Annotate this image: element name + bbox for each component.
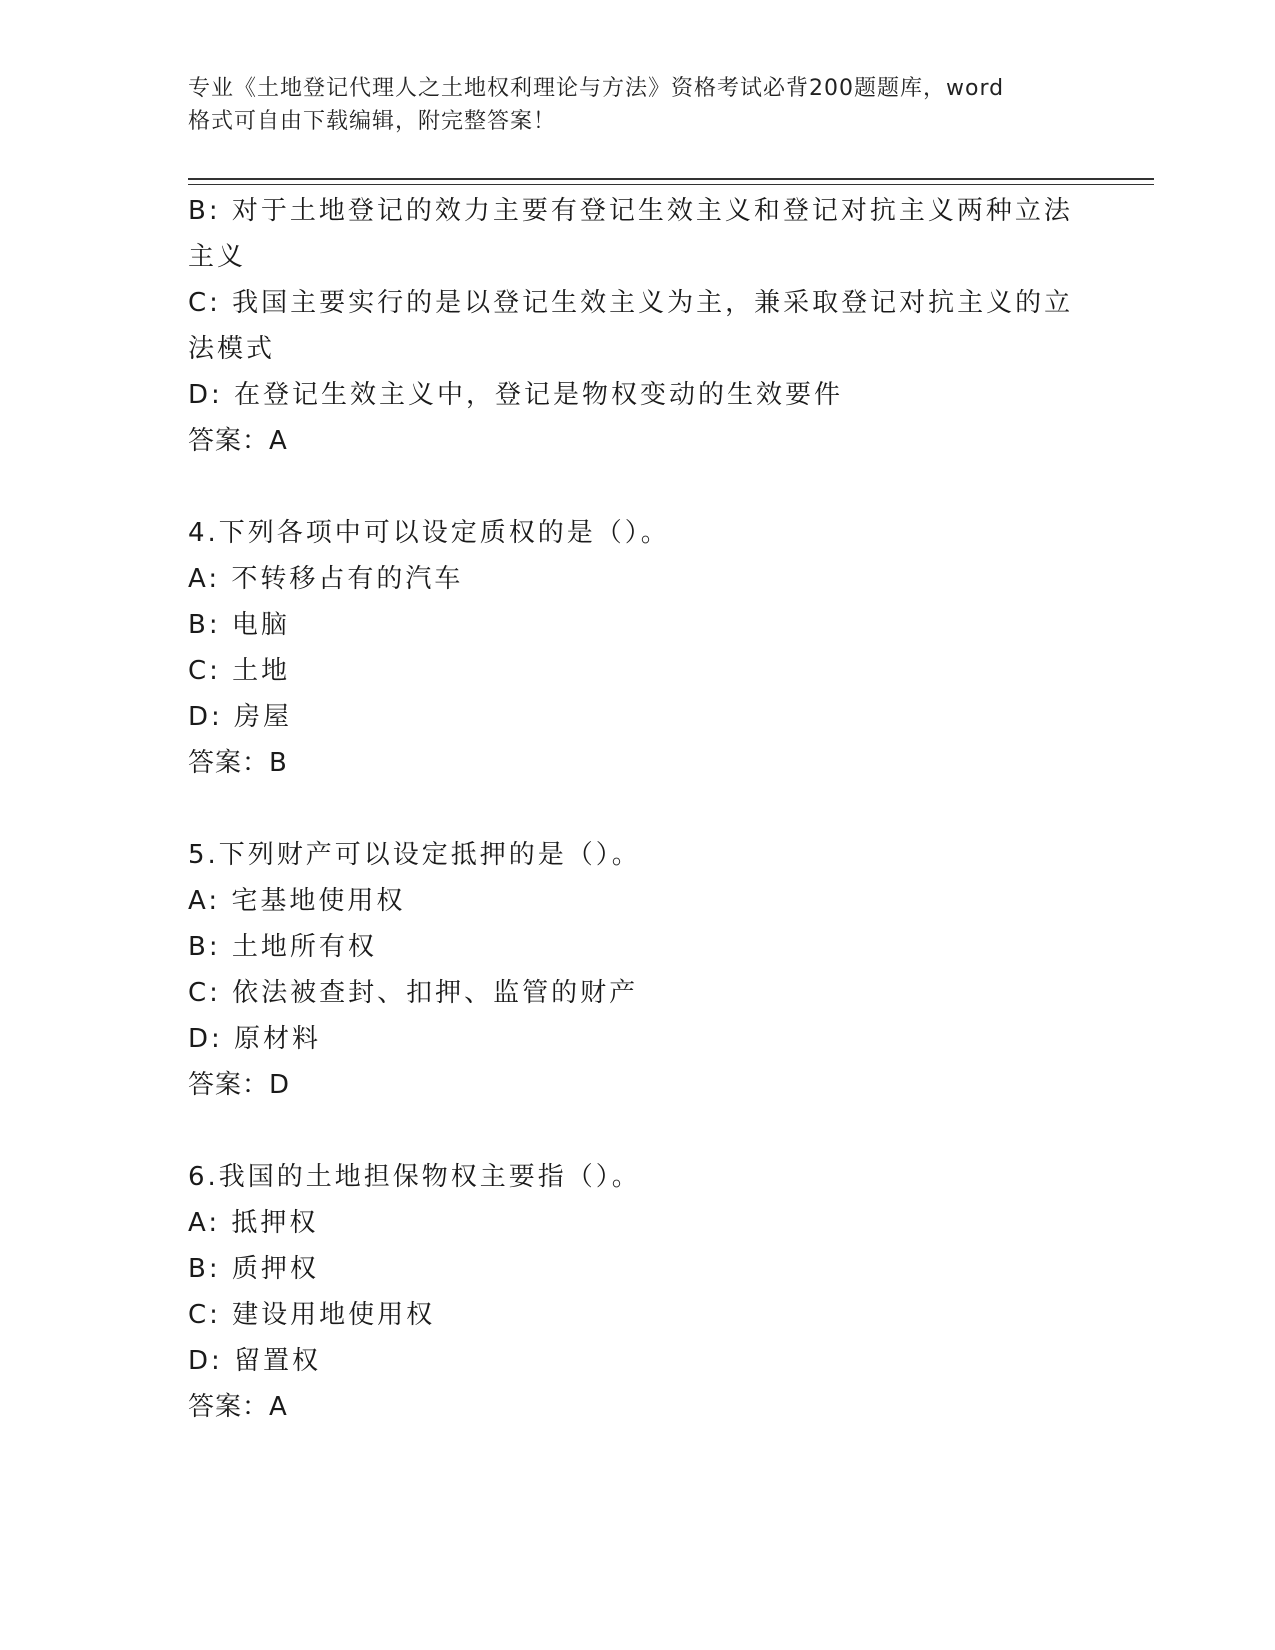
option-c: C: 我国主要实行的是以登记生效主义为主，兼采取登记对抗主义的立: [188, 288, 1074, 318]
answer: 答案：A: [188, 1392, 288, 1422]
option-a: A: 抵押权: [188, 1208, 319, 1238]
question-stem: 5.下列财产可以设定抵押的是（）。: [188, 840, 641, 870]
header-line-2: 格式可自由下载编辑，附完整答案！: [188, 109, 557, 134]
option-a: A: 宅基地使用权: [188, 886, 406, 916]
spacer: [188, 464, 1088, 510]
document-header: [188, 72, 1088, 138]
option-d: D: 原材料: [188, 1024, 322, 1054]
question-6: [188, 1154, 1088, 1430]
option-c: C: 土地: [188, 656, 291, 686]
question-3-tail: [188, 188, 1088, 464]
option-d: D: 留置权: [188, 1346, 322, 1376]
option-a: A: 不转移占有的汽车: [188, 564, 464, 594]
header-rule-thick: [188, 178, 1154, 180]
option-b-continued: 主义: [188, 242, 247, 272]
header-rule-thin: [188, 184, 1154, 185]
answer: 答案：B: [188, 748, 288, 778]
question-stem: 4.下列各项中可以设定质权的是（）。: [188, 518, 670, 548]
question-stem: 6.我国的土地担保物权主要指（）。: [188, 1162, 641, 1192]
question-5: [188, 832, 1088, 1108]
option-b: B: 对于土地登记的效力主要有登记生效主义和登记对抗主义两种立法: [188, 196, 1073, 226]
option-b: B: 质押权: [188, 1254, 319, 1284]
question-4: [188, 510, 1088, 786]
option-c: C: 依法被查封、扣押、监管的财产: [188, 978, 639, 1008]
spacer: [188, 1108, 1088, 1154]
answer: 答案：A: [188, 426, 288, 456]
document-body: [188, 188, 1088, 1430]
option-d: D: 在登记生效主义中，登记是物权变动的生效要件: [188, 380, 844, 410]
option-b: B: 电脑: [188, 610, 290, 640]
option-b: B: 土地所有权: [188, 932, 377, 962]
header-line-1: 专业《土地登记代理人之土地权利理论与方法》资格考试必背200题题库，word: [188, 76, 1005, 101]
option-c-continued: 法模式: [188, 334, 276, 364]
option-c: C: 建设用地使用权: [188, 1300, 436, 1330]
answer: 答案：D: [188, 1070, 291, 1100]
spacer: [188, 786, 1088, 832]
option-d: D: 房屋: [188, 702, 293, 732]
